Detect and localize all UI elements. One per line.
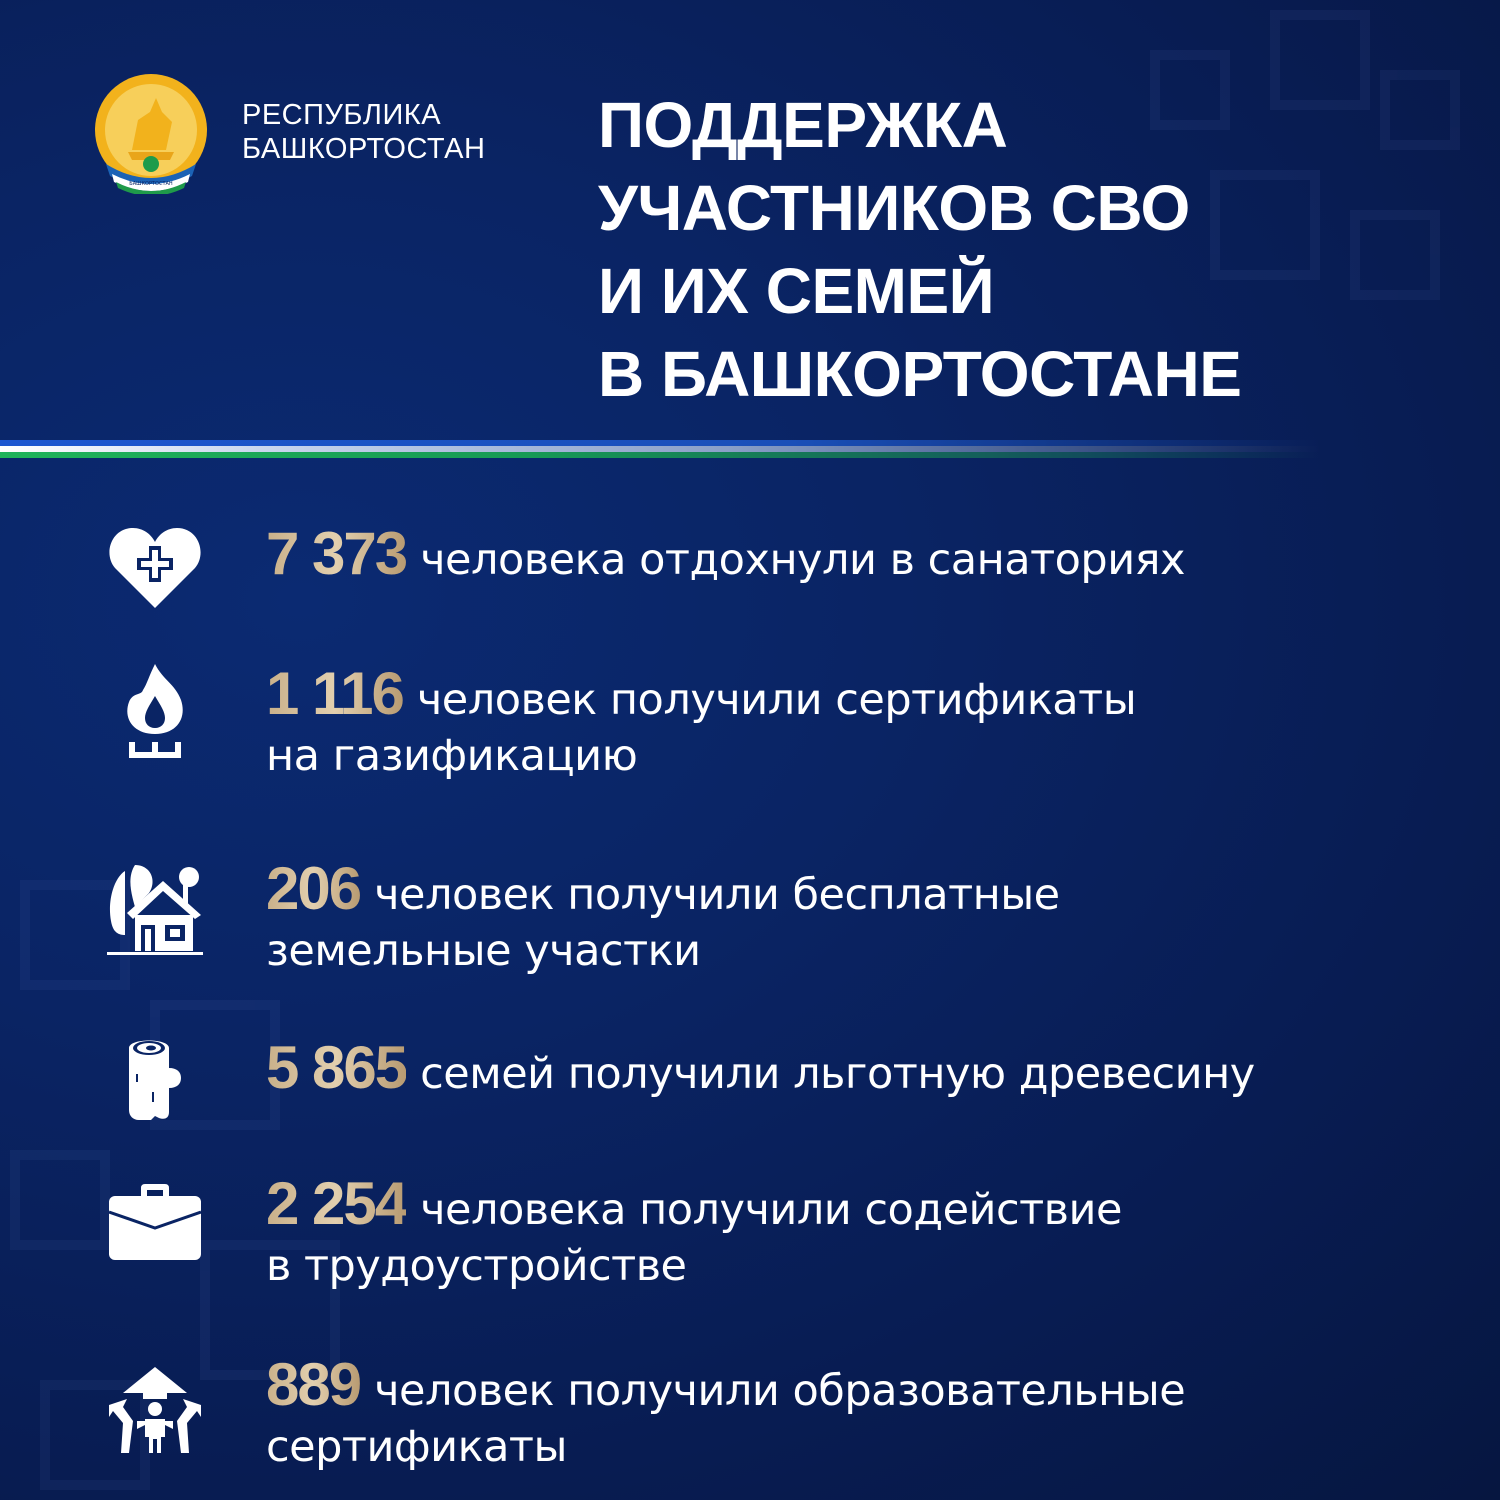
stat-number: 889 [266, 1351, 361, 1418]
stat-description: человека получили содействие [420, 1185, 1122, 1235]
stat-number: 7 373 [266, 520, 407, 587]
stat-text [266, 1351, 1186, 1475]
organization-name [242, 98, 485, 166]
stat-description: человек получили образовательные [374, 1366, 1186, 1416]
education-paths-icon [100, 1365, 210, 1455]
stat-description-line2: в трудоустройстве [266, 1241, 687, 1291]
stat-number: 2 254 [266, 1170, 407, 1237]
stat-description-line2: на газификацию [266, 731, 638, 781]
stat-text [266, 1034, 1255, 1102]
stat-text [266, 660, 1137, 784]
stat-text [266, 520, 1185, 588]
page-title [598, 84, 1241, 416]
flag-stripe-divider [0, 440, 1320, 464]
title-line-3: И ИХ СЕМЕЙ [598, 255, 995, 327]
emblem-ribbon-text: БАШКОРТОСТАН [129, 181, 173, 187]
title-line-2: УЧАСТНИКОВ СВО [598, 172, 1190, 244]
heart-medical-icon [100, 524, 210, 610]
house-land-icon [100, 863, 210, 959]
stat-text [266, 855, 1060, 979]
stat-description-line2: сертификаты [266, 1422, 567, 1472]
stat-description: семей получили льготную древесину [420, 1049, 1255, 1099]
stat-number: 5 865 [266, 1034, 407, 1101]
org-name-line1: РЕСПУБЛИКА [242, 99, 442, 131]
stat-description: человек получили сертификаты [416, 675, 1137, 725]
stat-number: 206 [266, 855, 361, 922]
stat-number: 1 116 [266, 660, 403, 727]
title-line-1: ПОДДЕРЖКА [598, 89, 1008, 161]
org-name-line2: БАШКОРТОСТАН [242, 133, 486, 165]
bashkortostan-emblem-icon [92, 72, 210, 194]
stat-description-line2: земельные участки [266, 926, 701, 976]
briefcase-icon [100, 1184, 210, 1260]
gas-flame-icon [100, 662, 210, 760]
stat-description: человека отдохнули в санаториях [420, 535, 1185, 585]
wood-log-icon [100, 1034, 210, 1120]
stat-description: человек получили бесплатные [374, 870, 1060, 920]
header [0, 0, 1500, 450]
title-line-4: В БАШКОРТОСТАНЕ [598, 338, 1242, 410]
stat-text [266, 1170, 1122, 1294]
